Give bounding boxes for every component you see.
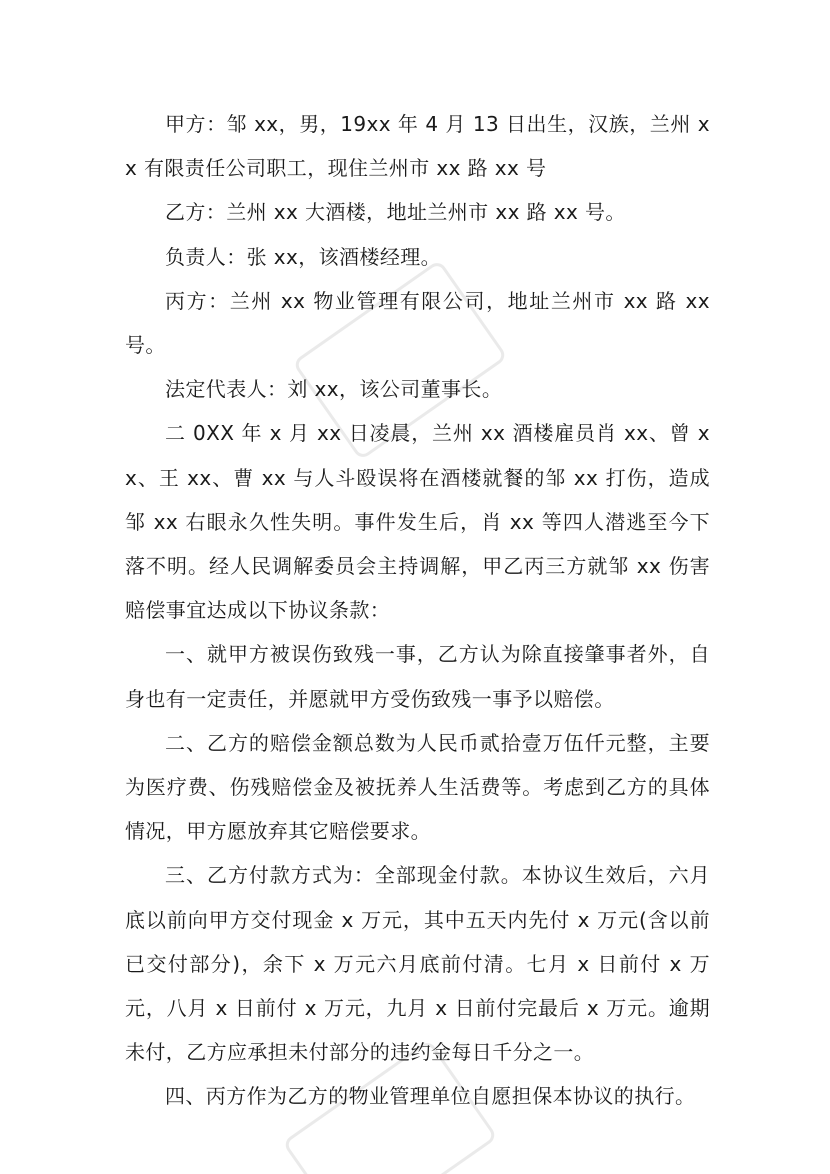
legal-representative-paragraph: 法定代表人：刘 xx，该公司董事长。 xyxy=(165,377,503,402)
party-c-paragraph: 丙方：兰州 xx 物业管理有限公司，地址兰州市 xx 路 xx 号。 xyxy=(125,288,710,358)
clause-1: 一、就甲方被误伤致残一事，乙方认为除直接肇事者外，自身也有一定责任，并愿就甲方受伤致残一事予以赔偿。 xyxy=(125,642,710,711)
clause-3: 三、乙方付款方式为：全部现金付款。本协议生效后，六月底以前向甲方交付现金 x 万元，其中五天内先付 x 万元(含以前已交付部分)，余下 x 万元六月底前付清。七月 x 日前付 x 万元，八月 x 日前付 x 万元，九月 x 日前付完最后 x 万元。逾期未付，乙方应承担未付部分的违约金每日千分之一。 xyxy=(125,863,710,1065)
party-b-responsible-paragraph: 负责人：张 xx，该酒楼经理。 xyxy=(165,244,442,269)
party-b-paragraph: 乙方：兰州 xx 大酒楼，地址兰州市 xx 路 xx 号。 xyxy=(165,200,626,225)
incident-paragraph: 二 0XX 年 x 月 xx 日凌晨，兰州 xx 酒楼雇员肖 xx、曾 xx、王 xx、曹 xx 与人斗殴误将在酒楼就餐的邹 xx 打伤，造成邹 xx 右眼永久性失明。事件发生后，肖 xx 等四人潜逃至今下落不明。经人民调解委员会主持调解，甲乙丙三方就邹 xx 伤害赔偿事宜达成以下协议条款： xyxy=(125,421,710,623)
clause-2: 二、乙方的赔偿金额总数为人民币贰拾壹万伍仟元整，主要为医疗费、伤残赔偿金及被抚养人生活费等。考虑到乙方的具体情况，甲方愿放弃其它赔偿要求。 xyxy=(125,730,710,844)
clause-4: 四、丙方作为乙方的物业管理单位自愿担保本协议的执行。 xyxy=(165,1084,696,1109)
party-a-paragraph: 甲方：邹 xx，男，19xx 年 4 月 13 日出生，汉族，兰州 xx 有限责任公司职工，现住兰州市 xx 路 xx 号 xyxy=(125,112,710,181)
document-body xyxy=(125,102,710,1119)
